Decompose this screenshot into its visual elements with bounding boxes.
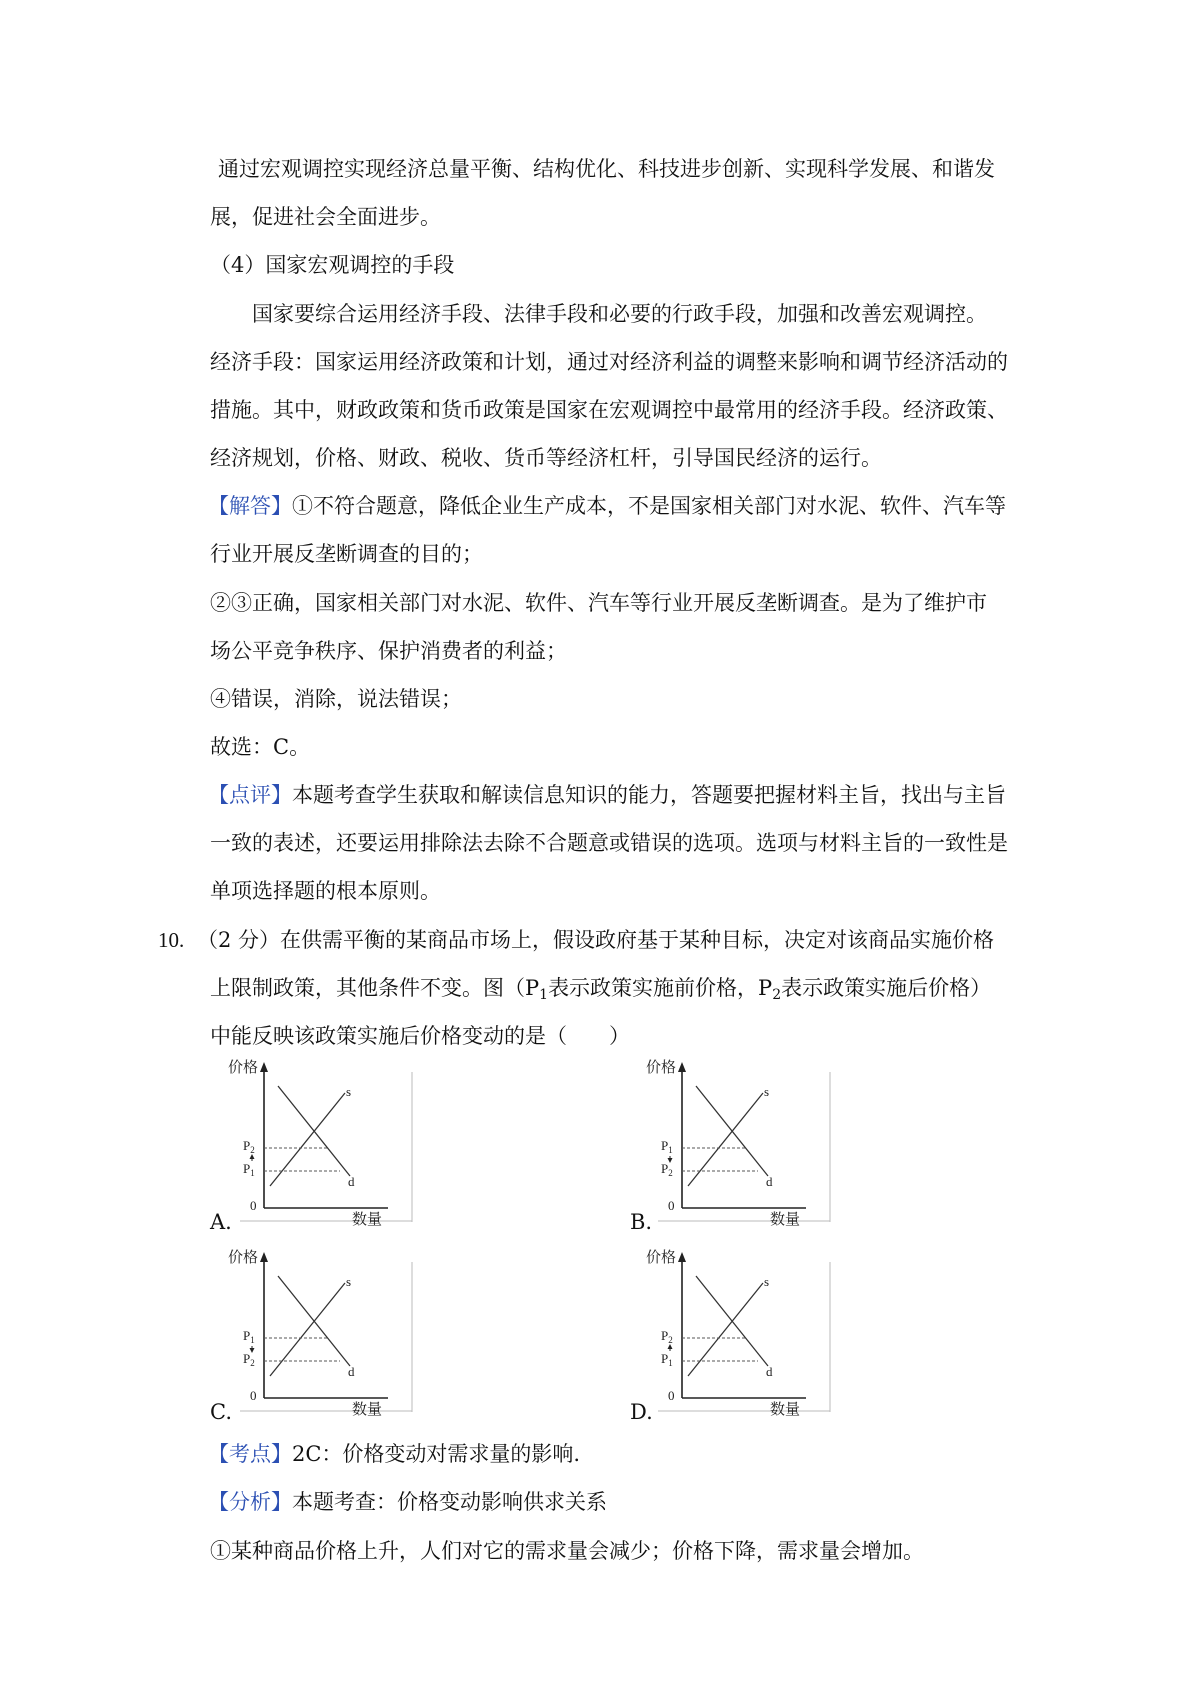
option-d-graph[interactable] bbox=[646, 1248, 833, 1418]
origin-label: 0 bbox=[668, 1388, 675, 1403]
supply-curve bbox=[270, 1283, 345, 1376]
option-label-a[interactable]: A. bbox=[210, 1210, 232, 1234]
upper-price-label: $P_2$ bbox=[661, 1328, 673, 1345]
supply-curve bbox=[688, 1283, 763, 1376]
body-line-4: 国家要综合运用经济手段、法律手段和必要的行政手段，加强和改善宏观调控。 bbox=[252, 302, 987, 326]
question-number: 10. bbox=[158, 928, 185, 952]
supply-label: s bbox=[346, 1274, 352, 1289]
point-tag: 【考点】 bbox=[208, 1442, 292, 1466]
option-a-graph[interactable] bbox=[228, 1058, 415, 1228]
demand-label: d bbox=[348, 1174, 355, 1189]
body-line-7: 经济规划，价格、财政、税收、货币等经济杠杆，引导国民经济的运行。 bbox=[210, 446, 882, 470]
option-b-graph[interactable] bbox=[646, 1058, 833, 1228]
question-line-2c: 表示政策实施后价格） bbox=[781, 976, 992, 1000]
option-b-svg bbox=[646, 1058, 833, 1228]
answer-line-6: 故选：C。 bbox=[210, 735, 311, 759]
x-axis-label: 数量 bbox=[352, 1400, 383, 1418]
analysis-line bbox=[208, 1488, 607, 1516]
y-axis-label: 价格 bbox=[228, 1058, 259, 1076]
option-label-b[interactable]: B. bbox=[630, 1210, 653, 1234]
body-line-1: 通过宏观调控实现经济总量平衡、结构优化、科技进步创新、实现科学发展、和谐发 bbox=[218, 157, 995, 181]
price-change-arrowhead bbox=[250, 1348, 255, 1353]
price-change-arrowhead bbox=[668, 1158, 673, 1163]
answer-line-3: ②③正确，国家相关部门对水泥、软件、汽车等行业开展反垄断调查。是为了维护市 bbox=[210, 591, 987, 615]
body-line-6: 措施。其中，财政政策和货币政策是国家在宏观调控中最常用的经济手段。经济政策、 bbox=[210, 398, 1008, 422]
body-line-2: 展，促进社会全面进步。 bbox=[210, 205, 441, 229]
y-axis-arrow bbox=[678, 1252, 686, 1262]
y-axis-label: 价格 bbox=[228, 1248, 259, 1266]
answer-line-5: ④错误，消除，说法错误； bbox=[210, 687, 462, 711]
analysis-text: 本题考查：价格变动影响供求关系 bbox=[292, 1490, 607, 1514]
demand-label: d bbox=[766, 1364, 773, 1379]
answer-text-1: ①不符合题意，降低企业生产成本，不是国家相关部门对水泥、软件、汽车等 bbox=[292, 494, 1006, 518]
option-label-c[interactable]: C. bbox=[210, 1400, 232, 1424]
y-axis-arrow bbox=[678, 1062, 686, 1072]
lower-price-label: $P_2$ bbox=[661, 1161, 673, 1178]
subsection-heading: （4）国家宏观调控的手段 bbox=[210, 253, 455, 277]
lower-price-label: $P_1$ bbox=[243, 1161, 255, 1178]
question-line-2a: 上限制政策，其他条件不变。图（P bbox=[210, 976, 540, 1000]
x-axis-label: 数量 bbox=[352, 1210, 383, 1228]
review-line-2: 一致的表述，还要运用排除法去除不合题意或错误的选项。选项与材料主旨的一致性是 bbox=[210, 831, 1008, 855]
question-line-2b: 表示政策实施前价格，P bbox=[548, 976, 773, 1000]
question-line-1: （2 分）在供需平衡的某商品市场上，假设政府基于某种目标，决定对该商品实施价格 bbox=[197, 928, 995, 952]
option-c-svg bbox=[228, 1248, 415, 1418]
review-line-3: 单项选择题的根本原则。 bbox=[210, 879, 441, 903]
answer-line-1 bbox=[208, 492, 1006, 520]
lower-price-label: $P_2$ bbox=[243, 1351, 255, 1368]
upper-price-label: $P_1$ bbox=[243, 1328, 255, 1345]
demand-label: d bbox=[766, 1174, 773, 1189]
option-a-svg bbox=[228, 1058, 415, 1228]
point-text: 2C：价格变动对需求量的影响. bbox=[292, 1442, 581, 1466]
origin-label: 0 bbox=[250, 1388, 257, 1403]
body-line-5: 经济手段：国家运用经济政策和计划，通过对经济利益的调整来影响和调节经济活动的 bbox=[210, 350, 1008, 374]
supply-curve bbox=[688, 1093, 763, 1186]
origin-label: 0 bbox=[250, 1198, 257, 1213]
analysis-tag: 【分析】 bbox=[208, 1490, 292, 1514]
x-axis-label: 数量 bbox=[770, 1400, 801, 1418]
review-text-1: 本题考查学生获取和解读信息知识的能力，答题要把握材料主旨，找出与主旨 bbox=[292, 783, 1006, 807]
supply-label: s bbox=[764, 1274, 770, 1289]
question-sub-1: 1 bbox=[539, 987, 549, 1003]
review-tag: 【点评】 bbox=[208, 783, 292, 807]
point-line bbox=[208, 1440, 580, 1468]
upper-price-label: $P_1$ bbox=[661, 1138, 673, 1155]
supply-label: s bbox=[346, 1084, 352, 1099]
upper-price-label: $P_2$ bbox=[243, 1138, 255, 1155]
origin-label: 0 bbox=[668, 1198, 675, 1213]
x-axis-label: 数量 bbox=[770, 1210, 801, 1228]
option-d-svg bbox=[646, 1248, 833, 1418]
y-axis-arrow bbox=[260, 1252, 268, 1262]
y-axis-label: 价格 bbox=[646, 1248, 677, 1266]
supply-label: s bbox=[764, 1084, 770, 1099]
answer-line-2: 行业开展反垄断调查的目的； bbox=[210, 542, 483, 566]
y-axis-label: 价格 bbox=[646, 1058, 677, 1076]
question-sub-2: 2 bbox=[772, 987, 782, 1003]
answer-line-4: 场公平竞争秩序、保护消费者的利益； bbox=[210, 639, 567, 663]
demand-label: d bbox=[348, 1364, 355, 1379]
lower-price-label: $P_1$ bbox=[661, 1351, 673, 1368]
question-line-2 bbox=[210, 974, 991, 1002]
answer-tag: 【解答】 bbox=[208, 494, 292, 518]
option-label-d[interactable]: D. bbox=[630, 1400, 653, 1424]
review-line-1 bbox=[208, 781, 1006, 809]
supply-curve bbox=[270, 1093, 345, 1186]
analysis-line-2: ①某种商品价格上升，人们对它的需求量会减少；价格下降，需求量会增加。 bbox=[210, 1539, 924, 1563]
y-axis-arrow bbox=[260, 1062, 268, 1072]
option-c-graph[interactable] bbox=[228, 1248, 415, 1418]
question-line-3: 中能反映该政策实施后价格变动的是（ ） bbox=[210, 1024, 630, 1048]
